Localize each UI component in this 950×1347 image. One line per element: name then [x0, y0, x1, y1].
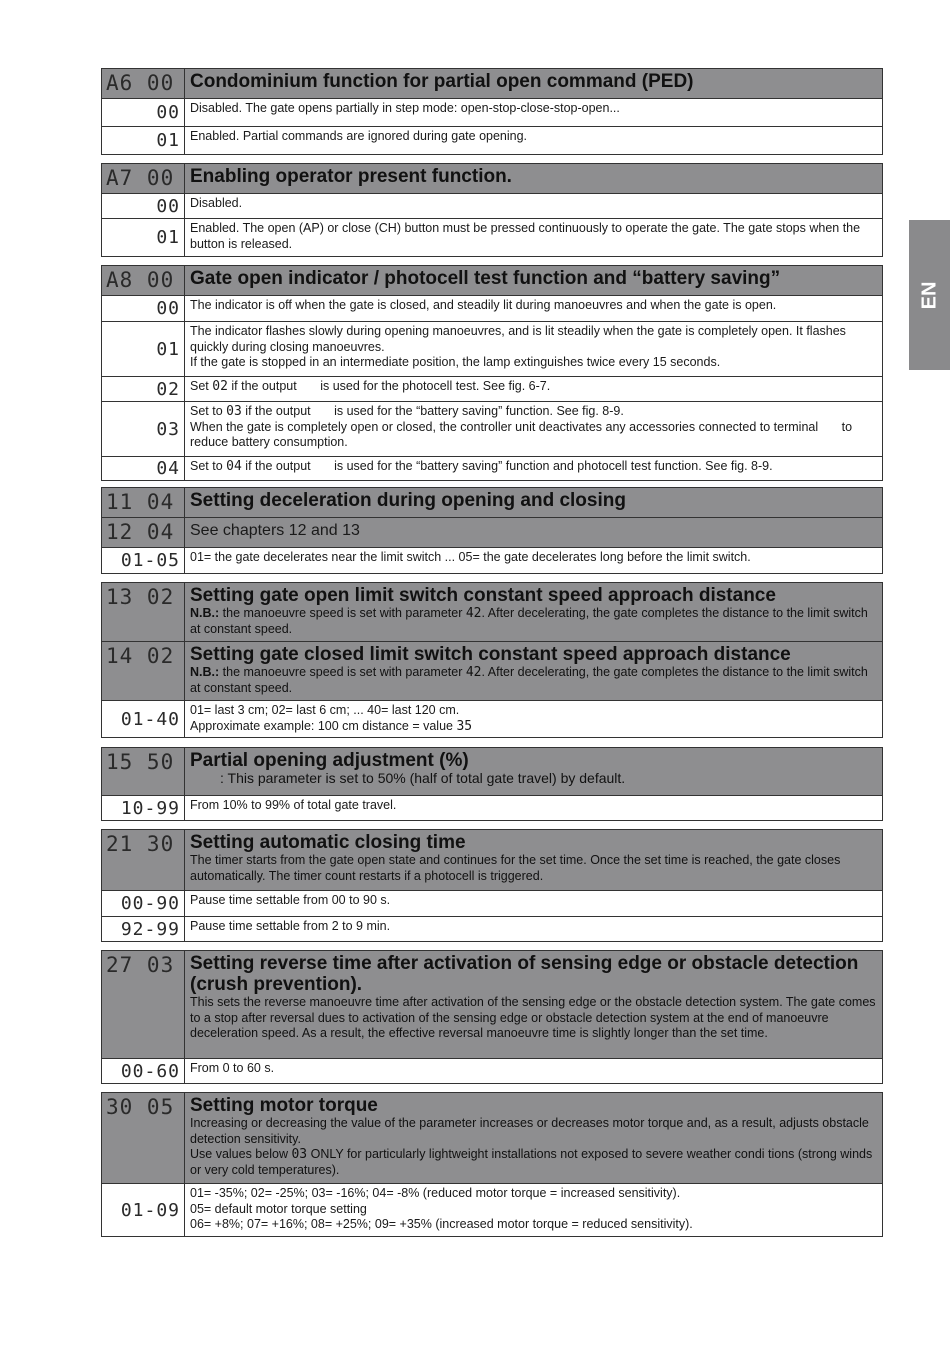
option-code: 01-40: [102, 701, 185, 737]
param-block-30: [101, 1092, 883, 1237]
option-text: Enabled. The open (AP) or close (CH) button must be pressed continuously to operate the gate. The gate stops when the button is released.: [190, 221, 861, 251]
param-code: 15 50: [102, 748, 185, 795]
param-title: Setting reverse time after activation of sensing edge or obstacle detection (crush prevention).: [190, 953, 859, 995]
param-block-11: [101, 487, 883, 574]
param-code: 21 30: [102, 830, 185, 890]
text-fragment: ONLY for particularly lightweight installations not exposed to severe weather condi tions (strong winds or very cold temperatures).: [190, 1147, 873, 1177]
option-text: Disabled.: [190, 196, 243, 210]
inline-value: 03: [226, 404, 242, 419]
param-code: A8 00: [102, 266, 185, 295]
option-text: Disabled. The gate opens partially in step mode: open-stop-close-stop-open...: [190, 101, 620, 115]
inline-value: 42: [465, 665, 482, 680]
param-code: 30 05: [102, 1093, 185, 1183]
language-tab-label: EN: [917, 281, 940, 309]
option-code: 10-99: [102, 796, 185, 820]
inline-value: 03: [291, 1147, 308, 1162]
option-text: From 10% to 99% of total gate travel.: [190, 798, 397, 812]
param-title: Condominium function for partial open command (PED): [190, 71, 694, 92]
option-line: 06= +8%; 07= +16%; 08= +25%; 09= +35% (increased motor torque = reduced sensitivity).: [190, 1217, 693, 1231]
option-code: 01: [102, 322, 185, 376]
param-title: Setting motor torque: [190, 1095, 378, 1116]
option-code: 00-60: [102, 1059, 185, 1083]
option-text: [185, 322, 882, 376]
text-fragment: if the output: [245, 404, 311, 418]
param-block-13-14: [101, 582, 883, 738]
inline-value: 42: [465, 606, 482, 621]
inline-value: 35: [456, 718, 473, 734]
option-code: 00: [102, 99, 185, 126]
text-fragment: . After decelerating, the gate completes the distance to the limit switch at constant speed.: [190, 606, 868, 636]
param-desc: The timer starts from the gate open state and continues for the set time. Once the set time is reached, the gate closes automatically. The timer count restarts if a photocell is triggered.: [190, 853, 841, 883]
option-text: 01= the gate decelerates near the limit switch ... 05= the gate decelerates long before the limit switch.: [190, 550, 751, 564]
option-text: [185, 1184, 882, 1236]
param-code: A6 00: [102, 69, 185, 98]
option-line: If the gate is stopped in an intermediate position, the lamp extinguishes twice every 15 seconds.: [190, 355, 721, 369]
option-line: The indicator flashes slowly during opening manoeuvres, and is lit steadily when the gate is completely open. It flashes quickly during closing manoeuvres.: [190, 324, 846, 354]
inline-value: 02: [212, 379, 228, 394]
param-code: 14 02: [102, 642, 185, 700]
option-text: [185, 701, 882, 737]
option-line: 05= default motor torque setting: [190, 1201, 367, 1216]
option-text: From 0 to 60 s.: [190, 1061, 275, 1075]
param-desc: Increasing or decreasing the value of the parameter increases or decreases motor torque and, as a result, adjusts obstacle detection sensitivity.: [190, 1116, 869, 1146]
text-fragment: When the gate is completely open or closed, the controller unit deactivates any accessories connected to terminal: [190, 419, 819, 434]
param-title: Setting automatic closing time: [190, 832, 466, 853]
text-fragment: if the output: [231, 379, 297, 393]
param-note: [190, 606, 877, 637]
param-block-a8: [101, 265, 883, 481]
option-line: 01= -35%; 02= -25%; 03= -16%; 04= -8% (reduced motor torque = increased sensitivity).: [190, 1186, 681, 1200]
text-fragment: if the output: [245, 459, 311, 473]
param-note: [190, 665, 877, 696]
option-code: 02: [102, 377, 185, 401]
param-code: 12 04: [102, 518, 185, 547]
option-code: 01: [102, 219, 185, 256]
option-text: Pause time settable from 00 to 90 s.: [190, 893, 391, 907]
param-code: 27 03: [102, 951, 185, 1058]
param-title: Partial opening adjustment (%): [190, 750, 469, 771]
option-text: Pause time settable from 2 to 9 min.: [190, 919, 391, 933]
nb-label: N.B.:: [190, 606, 220, 620]
param-title: Enabling operator present function.: [190, 166, 512, 187]
text-fragment: . After decelerating, the gate completes the distance to the limit switch at constant speed.: [190, 665, 868, 695]
param-block-a7: [101, 163, 883, 257]
text-fragment: Set to: [190, 404, 223, 418]
text-fragment: is used for the photocell test. See fig. 6-7.: [320, 379, 551, 393]
option-code: 00: [102, 296, 185, 321]
param-code: 11 04: [102, 488, 185, 517]
inline-value: 04: [226, 459, 242, 474]
param-block-a6: [101, 68, 883, 155]
text-fragment: Set: [190, 379, 209, 393]
text-fragment: the manoeuvre speed is set with parameter: [222, 606, 463, 620]
option-code: 04: [102, 457, 185, 480]
param-title: Gate open indicator / photocell test function and “battery saving”: [190, 268, 781, 289]
option-code: 01-09: [102, 1184, 185, 1236]
param-desc: This sets the reverse manoeuvre time after activation of the sensing edge or the obstacle detection system. The gate comes to a stop after reversal dues to activation of the sensing edge or obstacle detection system at the end of manoeuvre deceleration speed. As a result, the effective reversal manoeuvre time is slightly longer than the set time.: [190, 995, 876, 1040]
param-title: Setting gate closed limit switch constant speed approach distance: [190, 644, 791, 665]
option-line: 01= last 3 cm; 02= last 6 cm; ... 40= last 120 cm.: [190, 703, 460, 717]
text-fragment: to reduce battery consumption.: [190, 419, 853, 449]
text-fragment: the manoeuvre speed is set with parameter: [222, 665, 463, 679]
option-code: 00: [102, 194, 185, 218]
option-code: 01-05: [102, 548, 185, 573]
nb-label: N.B.:: [190, 665, 220, 679]
option-text: The indicator is off when the gate is closed, and steadily lit during manoeuvres and when the gate is open.: [190, 298, 777, 312]
language-tab[interactable]: [909, 220, 950, 370]
option-code: 01: [102, 127, 185, 154]
param-block-27: [101, 950, 883, 1084]
param-block-15: [101, 747, 883, 821]
text-fragment: is used for the “battery saving” function and photocell test function. See fig. 8-9.: [334, 459, 773, 473]
param-title: Setting gate open limit switch constant speed approach distance: [190, 585, 776, 606]
param-block-21: [101, 829, 883, 942]
option-text: [185, 457, 882, 480]
text-fragment: Approximate example: 100 cm distance = value: [190, 718, 453, 733]
param-code: A7 00: [102, 164, 185, 193]
option-code: 03: [102, 402, 185, 456]
param-code: 13 02: [102, 583, 185, 641]
param-reference: See chapters 12 and 13: [185, 518, 882, 547]
option-code: 00-90: [102, 891, 185, 916]
option-text: Enabled. Partial commands are ignored during gate opening.: [190, 129, 528, 143]
text-fragment: is used for the “battery saving” function. See fig. 8-9.: [334, 404, 624, 418]
text-fragment: Set to: [190, 459, 223, 473]
param-note: : This parameter is set to 50% (half of total gate travel) by default.: [220, 770, 626, 786]
param-title: Setting deceleration during opening and closing: [190, 490, 626, 511]
option-text: [185, 402, 882, 456]
option-text: [185, 377, 882, 401]
text-fragment: Use values below: [190, 1147, 288, 1161]
option-code: 92-99: [102, 917, 185, 941]
param-desc: [190, 1147, 877, 1178]
